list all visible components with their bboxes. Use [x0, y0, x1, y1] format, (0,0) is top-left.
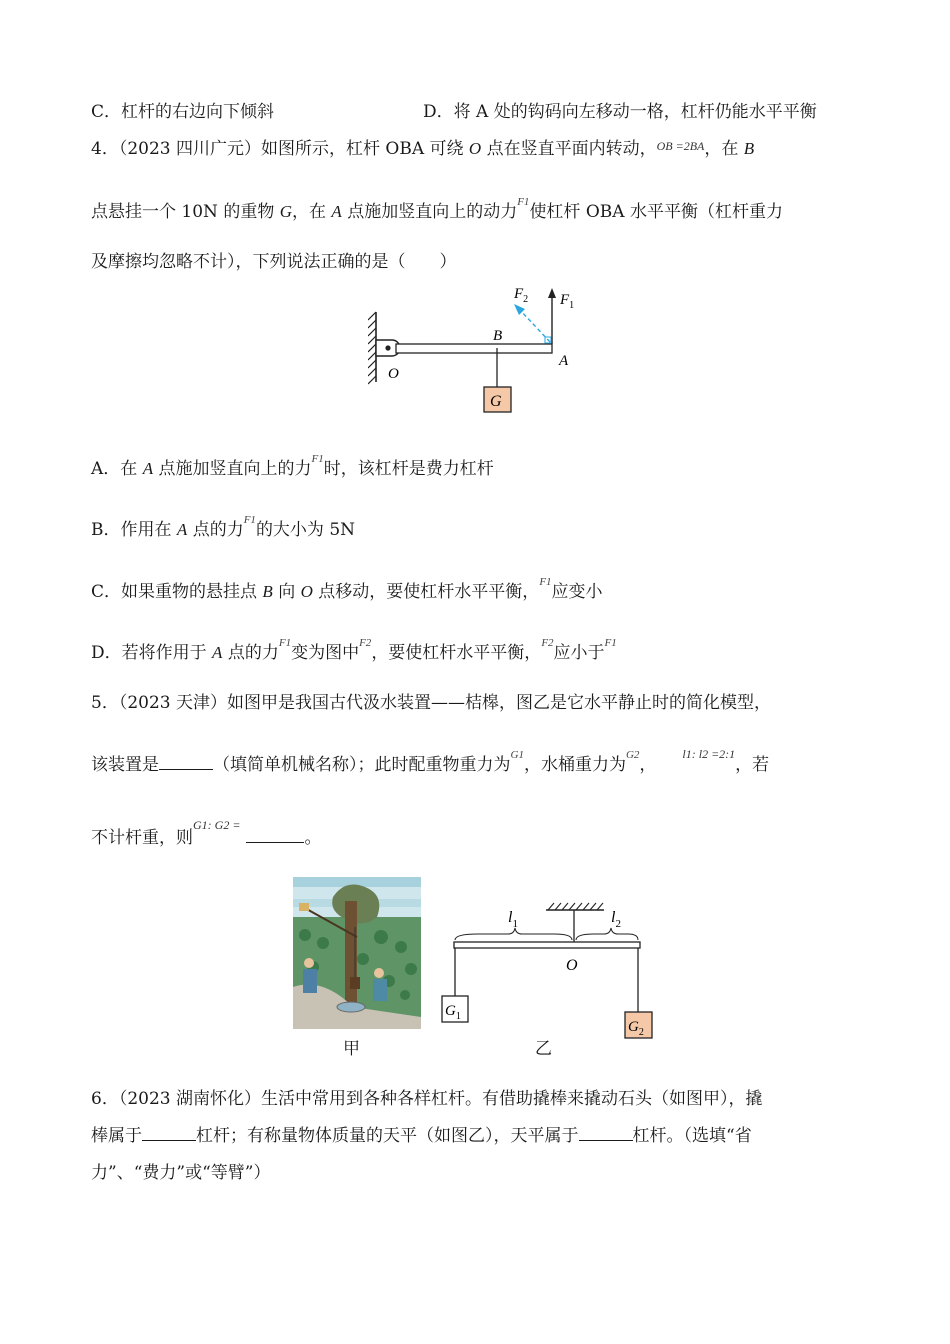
lever-bar	[396, 344, 552, 353]
point-a-label: A	[559, 353, 569, 369]
q4-option-d: D．若将作用于 A 点的力$^{F1}$变为图中$^{F2}$，要使杠杆水平平衡，$^{F2}$应小于$^{F1}$	[91, 637, 617, 663]
q5-caption-jia: 甲	[343, 1039, 360, 1059]
q6-blank-1[interactable]	[142, 1124, 196, 1141]
point-o-label: O	[388, 366, 399, 382]
force-f1-arrowhead	[548, 288, 556, 298]
g1-label: $G_1$	[445, 1003, 461, 1022]
brace-l2	[576, 928, 638, 940]
weight-g-label: G	[490, 393, 502, 410]
q5-stem-line-3: 不计杆重，则$^{G1: G2 =}$。	[91, 818, 322, 848]
q4-stem-line-3: 及摩擦均忽略不计），下列说法正确的是（ ）	[91, 252, 457, 272]
q4-option-c: C．如果重物的悬挂点 B 向 O 点移动，要使杠杆水平平衡，$^{F1}$应变小	[91, 576, 603, 602]
q6-stem-line-1: 6．（2023 湖南怀化）生活中常用到各种各样杠杆。有借助撬棒来撬动石头（如图甲），撬	[91, 1089, 763, 1109]
beam	[454, 942, 640, 948]
q3-option-c: C．杠杆的右边向下倾斜	[91, 102, 275, 122]
q5-math-g: G1: G2 =	[193, 818, 241, 832]
q6-stem-line-3: 力”、“费力”或“等臂”）	[91, 1163, 271, 1183]
q5-blank-1[interactable]	[159, 753, 213, 770]
l1-label: $l_1$	[508, 909, 518, 930]
q4-math-ob: OB =2BA	[656, 139, 705, 153]
g2-label: $G_2$	[628, 1019, 644, 1038]
q6-blank-2[interactable]	[579, 1124, 633, 1141]
pivot-o-label: O	[566, 957, 578, 974]
f1-label: $F_1$	[560, 292, 575, 311]
l2-label: $l_2$	[611, 909, 621, 930]
point-b-label: B	[493, 328, 503, 344]
q4-stem-line-1: 4．（2023 四川广元）如图所示，杠杆 OBA 可绕 O 点在竖直平面内转动，$^{OB =2BA}$，在 B	[91, 139, 755, 159]
q5-caption-yi: 乙	[535, 1039, 552, 1059]
q4-lever-figure	[368, 282, 588, 417]
q5-stem-line-1: 5．（2023 天津）如图甲是我国古代汲水装置——桔槔，图乙是它水平静止时的简化模型，	[91, 693, 771, 713]
q4-stem-line-2: 点悬挂一个 10N 的重物 G，在 A 点施加竖直向上的动力$^{F1}$使杠杆 OBA 水平平衡（杠杆重力	[91, 196, 783, 222]
q5-stem-line-2: 该装置是 （填简单机械名称）；此时配重物重力为$^{G1}$，水桶重力为$^{G2}$，$^{l1: l2 =2:1}$，若	[91, 747, 770, 775]
q5-illustration-jia	[293, 877, 421, 1029]
q5-blank-2[interactable]	[246, 826, 304, 843]
q5-model-yi	[438, 898, 663, 1043]
q4-option-b: B．作用在 A 点的力$^{F1}$的大小为 5N	[91, 514, 356, 540]
force-f2-arrowhead	[514, 304, 525, 315]
q4-option-a: A．在 A 点施加竖直向上的力$^{F1}$时，该杠杆是费力杠杆	[91, 453, 494, 479]
wall	[368, 312, 376, 384]
q5-math-ratio: l1: l2 =2:1	[682, 747, 736, 761]
q3-option-d: D．将 A 处的钩码向左移动一格，杠杆仍能水平平衡	[423, 102, 817, 122]
q6-stem-line-2: 棒属于 杠杆；有称量物体质量的天平（如图乙），天平属于 杠杆。（选填“省	[91, 1126, 752, 1146]
f2-label: $F_2$	[514, 286, 529, 305]
